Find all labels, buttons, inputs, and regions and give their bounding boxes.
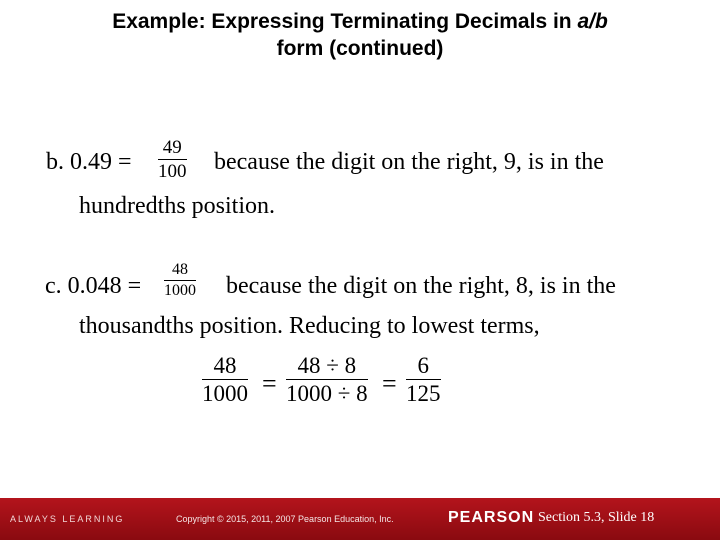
part-c-fraction-bar [164, 280, 196, 281]
footer-tagline: ALWAYS LEARNING [10, 514, 125, 524]
part-c-prefix: c. 0.048 = [45, 273, 142, 299]
equals-sign-1: = [262, 369, 277, 398]
part-b-line-2: hundredths position. [79, 193, 275, 219]
equation-fraction-2 [286, 354, 368, 405]
part-c-fraction [164, 262, 196, 299]
part-b-explanation: because the digit on the right, 9, is in the [214, 149, 604, 175]
part-b-prefix: b. 0.49 = [46, 149, 132, 175]
title-line-2: form (continued) [276, 37, 444, 60]
footer-bar [0, 498, 720, 540]
equation-fraction-2-bar [286, 379, 368, 380]
part-b-fraction-numerator: 49 [162, 137, 182, 158]
part-b-fraction-bar [158, 159, 187, 160]
equation-fraction-3-numerator: 6 [417, 353, 429, 378]
equation-fraction-2-denominator: 1000 ÷ 8 [286, 381, 368, 406]
part-c-fraction-numerator: 48 [172, 261, 188, 278]
title-line-1 [20, 8, 700, 35]
part-c-explanation: because the digit on the right, 8, is in the [226, 273, 616, 299]
part-b-fraction [158, 138, 187, 181]
pearson-logo: PEARSON [448, 509, 535, 526]
part-c-line-2: thousandths position. Reducing to lowest terms, [79, 313, 540, 339]
equation-fraction-3-bar [406, 379, 441, 380]
equals-sign-2: = [382, 369, 397, 398]
part-c-fraction-denominator: 1000 [164, 282, 196, 299]
title-italic-ab: a/b [577, 10, 608, 33]
equation-fraction-1-numerator: 48 [213, 353, 237, 378]
slide-number: Section 5.3, Slide 18 [538, 510, 655, 525]
equation-fraction-3 [406, 354, 441, 405]
title-line-1-prefix: Example: Expressing Terminating Decimals in [112, 10, 578, 33]
footer-copyright: Copyright © 2015, 2011, 2007 Pearson Education, Inc. [176, 514, 394, 524]
equation-fraction-2-numerator: 48 ÷ 8 [297, 353, 357, 378]
part-b-fraction-denominator: 100 [158, 161, 187, 182]
equation-fraction-1-bar [202, 379, 248, 380]
equation-fraction-1-denominator: 1000 [202, 381, 248, 406]
equation-fraction-1 [202, 354, 248, 405]
equation-fraction-3-denominator: 125 [406, 381, 441, 406]
slide-title [20, 8, 700, 62]
